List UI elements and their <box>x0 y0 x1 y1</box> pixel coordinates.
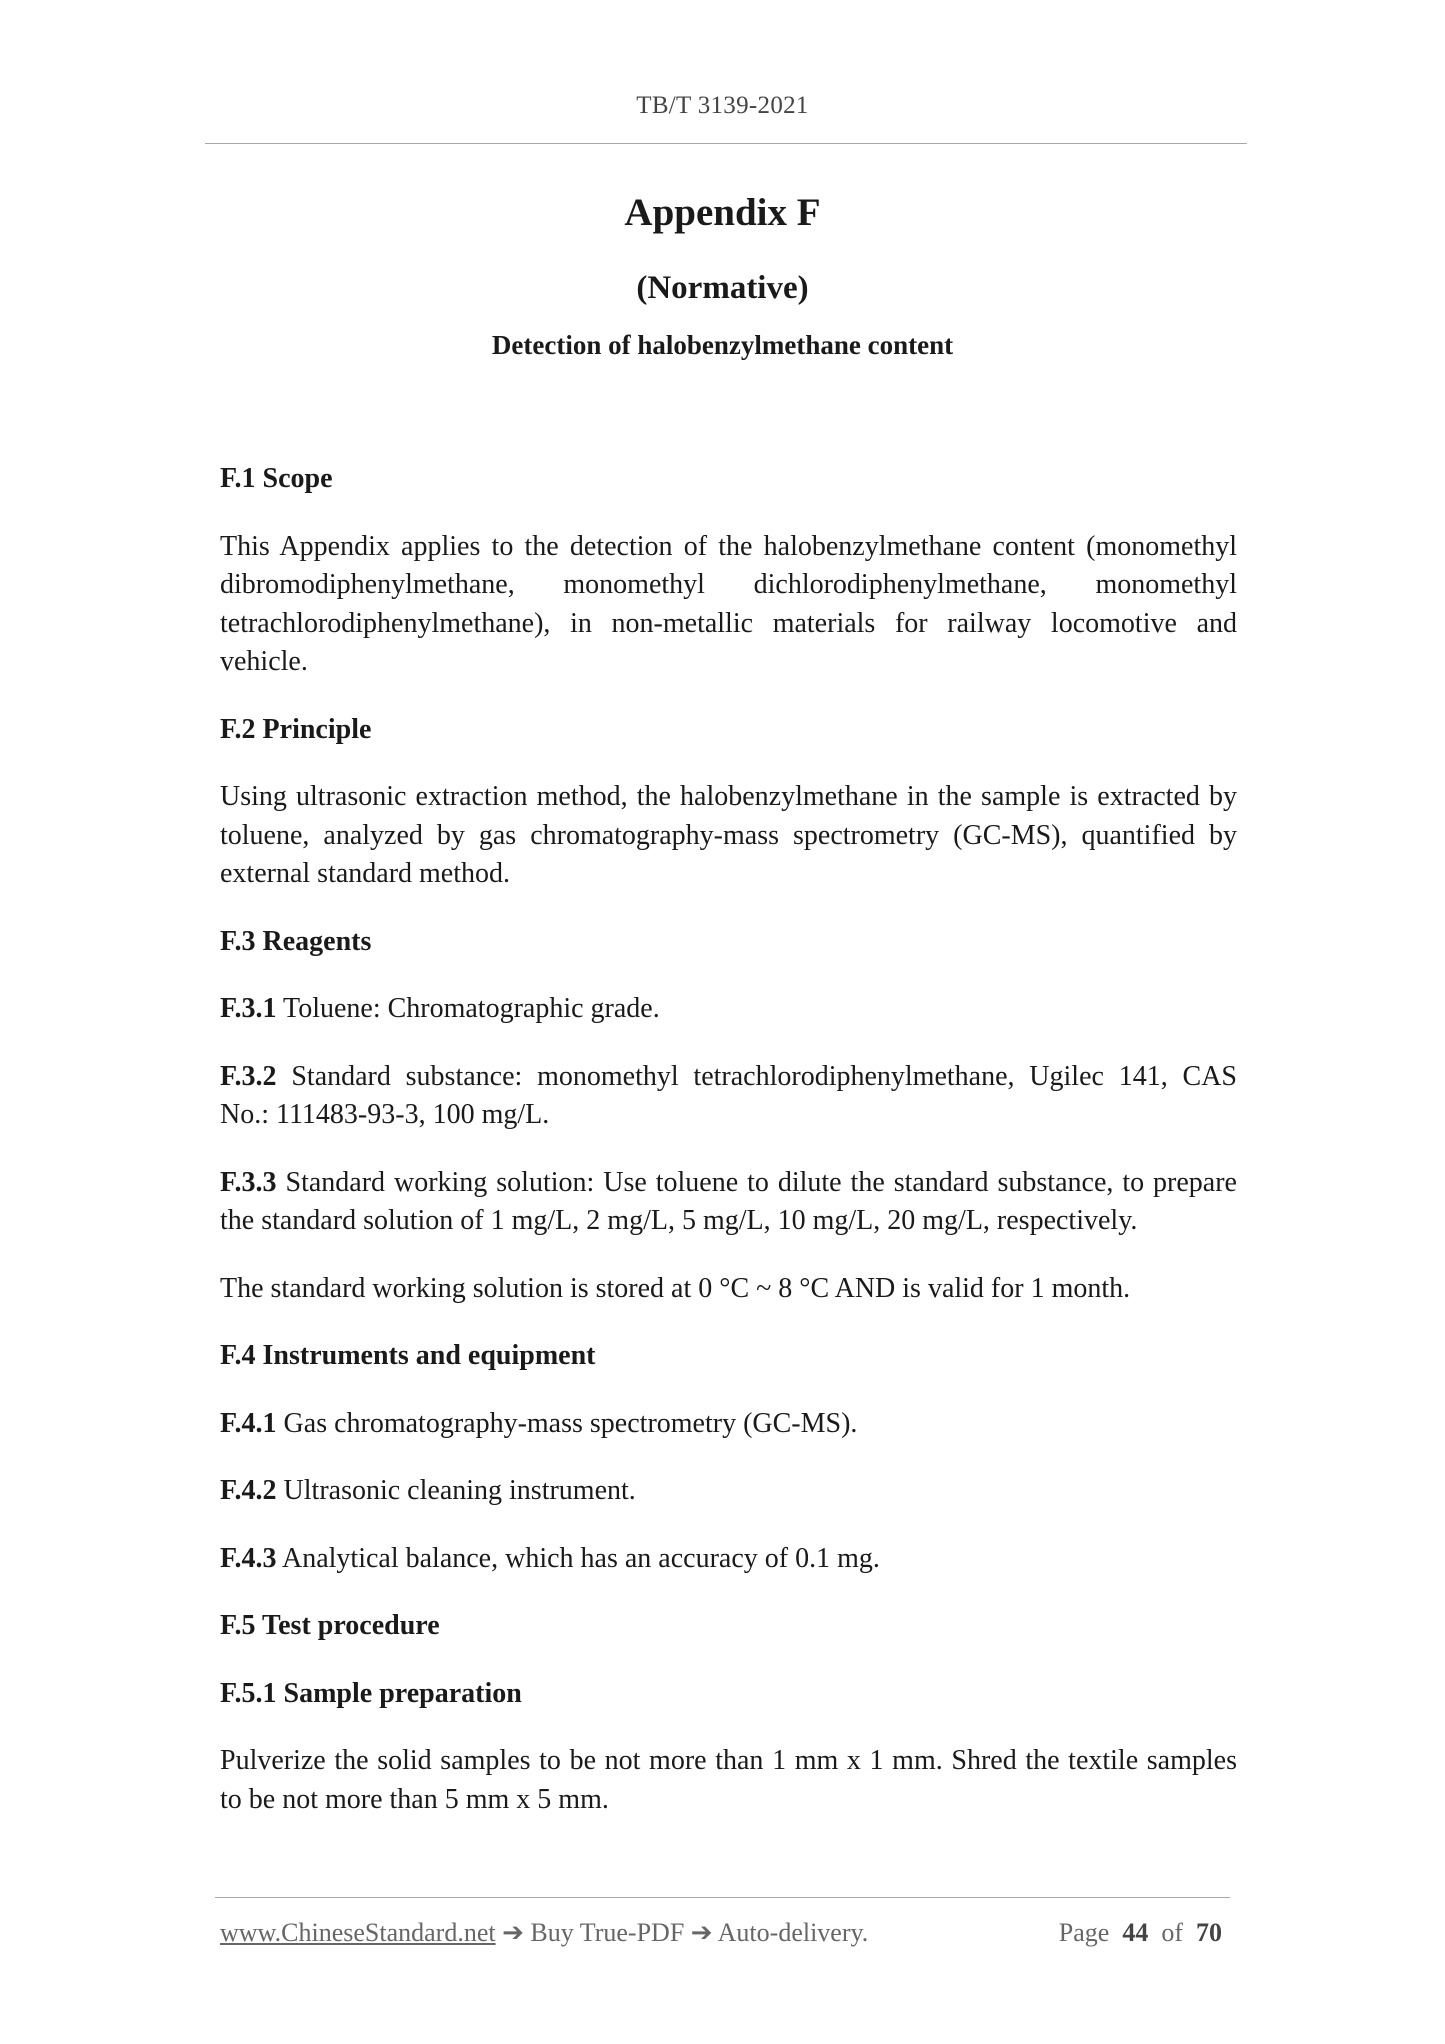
footer-promo <box>220 1918 868 1948</box>
section-heading-f5: F.5 Test procedure <box>220 1610 440 1641</box>
appendix-subtitle: Detection of halobenzylmethane content <box>491 330 954 360</box>
clause-text: Ultrasonic cleaning instrument. <box>276 1475 636 1506</box>
clause-f3-1 <box>220 990 1237 1029</box>
header-divider <box>205 143 1247 144</box>
arrow-icon: ➔ <box>684 1918 718 1947</box>
site-link[interactable]: www.ChineseStandard.net <box>220 1918 496 1947</box>
page-label: Page <box>1058 1918 1110 1947</box>
appendix-title: Appendix F <box>624 191 821 234</box>
clause-f4-2 <box>220 1472 1237 1511</box>
section-heading-f4: F.4 Instruments and equipment <box>220 1340 596 1371</box>
page-counter <box>1059 1918 1222 1948</box>
section-text-f2: Using ultrasonic extraction method, the halobenzylmethane in the sample is extracted by toluene, analyzed by gas chromatography-mass spectrometry (GC-MS), quantified by external standard method. <box>220 781 1237 889</box>
clause-number: F.3.2 <box>220 1060 277 1092</box>
normative-label: (Normative) <box>636 270 809 306</box>
page-total: 70 <box>1196 1918 1222 1947</box>
clause-number: F.4.3 <box>220 1542 277 1574</box>
section-heading-f3: F.3 Reagents <box>220 925 372 957</box>
clause-text: Analytical balance, which has an accuracy of 0.1 mg. <box>276 1542 880 1574</box>
clause-number: F.3.1 <box>220 993 277 1024</box>
clause-number: F.4.1 <box>220 1407 277 1439</box>
clause-text: Standard working solution: Use toluene to dilute the standard substance, to prepare the standard solution of 1 mg/L, 2 mg/L, 5 mg/L, 10 mg/L, 20 mg/L, respectively. <box>220 1166 1237 1236</box>
clause-f3-2 <box>220 1058 1237 1135</box>
storage-note: The standard working solution is stored at 0 °C ~ 8 °C AND is valid for 1 month. <box>220 1272 1131 1304</box>
document-body <box>220 460 1237 1848</box>
subsection-text-f5-1: Pulverize the solid samples to be not more than 1 mm x 1 mm. Shred the textile samples to be not more than 5 mm x 5 mm. <box>220 1745 1237 1815</box>
subsection-heading-f5-1: F.5.1 Sample preparation <box>220 1677 522 1709</box>
clause-text: Toluene: Chromatographic grade. <box>276 993 660 1024</box>
arrow-icon: ➔ <box>495 1918 531 1947</box>
section-heading-f2: F.2 Principle <box>220 713 372 745</box>
page-current: 44 <box>1122 1918 1149 1947</box>
clause-f4-1 <box>220 1405 1237 1444</box>
clause-text: Gas chromatography-mass spectrometry (GC-MS). <box>276 1407 858 1439</box>
clause-number: F.3.3 <box>220 1166 277 1198</box>
clause-f3-3 <box>220 1164 1237 1241</box>
clause-number: F.4.2 <box>220 1475 277 1506</box>
clause-text: Standard substance: monomethyl tetrachlorodiphenylmethane, Ugilec 141, CAS No.: 111483-93-3, 100 mg/L. <box>220 1060 1237 1130</box>
footer-divider <box>215 1897 1230 1898</box>
delivery-text: Auto-delivery. <box>717 1918 869 1947</box>
page-header-code: TB/T 3139-2021 <box>636 92 809 119</box>
buy-link[interactable]: Buy True-PDF <box>530 1918 685 1947</box>
of-label: of <box>1161 1918 1183 1947</box>
section-heading-f1: F.1 Scope <box>220 463 333 494</box>
section-text-f1: This Appendix applies to the detection of the halobenzylmethane content (monomethyl dibromodiphenylmethane, monomethyl dichlorodiphenylmethane, monomethyl tetrachlorodiphenylmethane), in non-metallic materials for railway locomotive and vehicle. <box>220 530 1237 677</box>
clause-f4-3 <box>220 1540 1237 1579</box>
